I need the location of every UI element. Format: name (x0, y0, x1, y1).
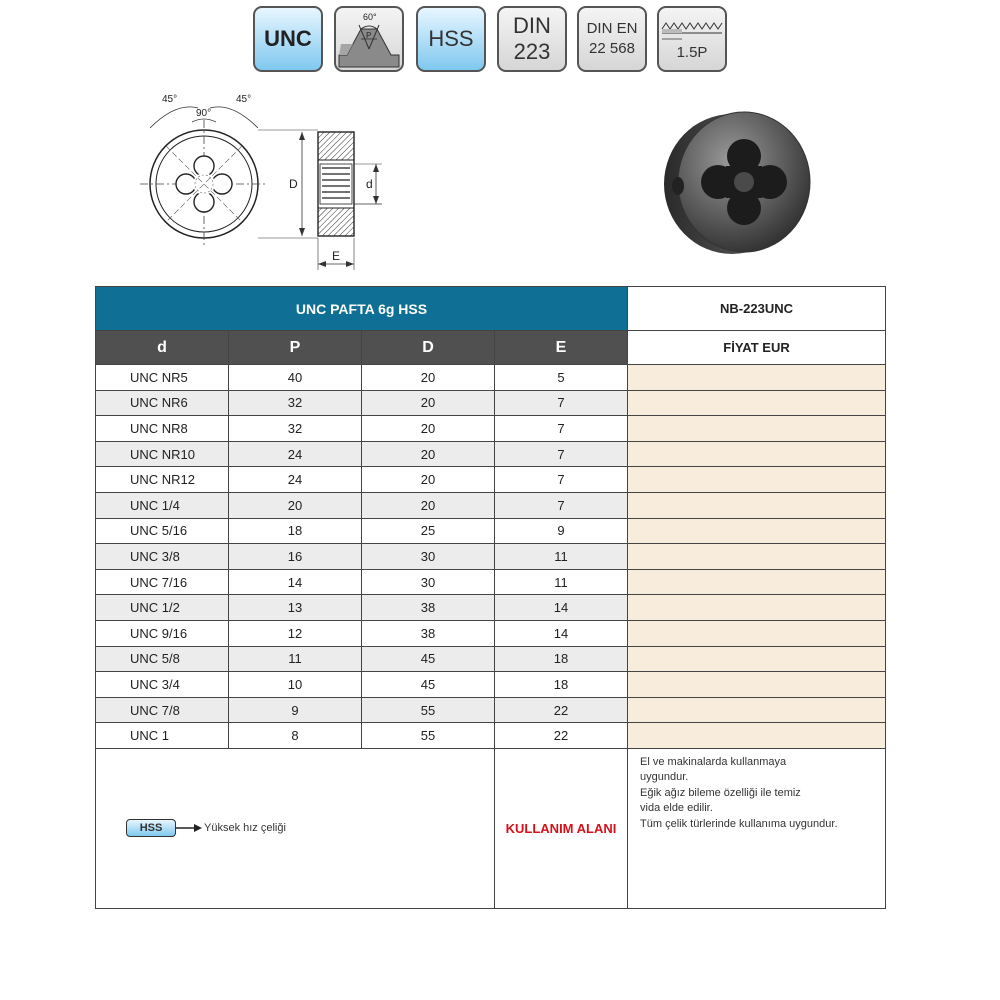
cell-D: 20 (362, 492, 495, 518)
cell-D: 45 (362, 646, 495, 672)
unc-badge (253, 6, 323, 72)
table-row (96, 441, 886, 467)
dim-E-label: E (332, 249, 341, 263)
cell-d: UNC 3/8 (96, 544, 229, 570)
table-row (96, 544, 886, 570)
thread-angle-label: 60° (363, 12, 377, 22)
chamfer-icon (660, 15, 724, 43)
cell-p: 8 (229, 723, 362, 749)
table-row (96, 646, 886, 672)
arrow-right-icon (176, 823, 202, 833)
cell-e: 14 (495, 595, 628, 621)
cell-d: UNC 1 (96, 723, 229, 749)
hss-badge-label: HSS (428, 26, 474, 51)
dinen-badge-line1: DIN EN (586, 20, 638, 37)
cell-e: 9 (495, 518, 628, 544)
cell-d: UNC NR12 (96, 467, 229, 493)
cell-e: 5 (495, 365, 628, 391)
cell-price (628, 492, 886, 518)
table-row (96, 467, 886, 493)
hss-badge (416, 6, 486, 72)
die-product-photo (660, 104, 820, 265)
cell-d: UNC 7/8 (96, 697, 229, 723)
cell-price (628, 467, 886, 493)
cell-D: 20 (362, 365, 495, 391)
cell-D: 20 (362, 416, 495, 442)
usage-area-label: KULLANIM ALANI (495, 748, 628, 908)
unc-badge-label: UNC (264, 26, 312, 51)
product-code: NB-223UNC (628, 287, 886, 331)
table-row (96, 518, 886, 544)
cell-e: 18 (495, 646, 628, 672)
cell-e: 18 (495, 672, 628, 698)
cell-price (628, 544, 886, 570)
cell-d: UNC NR5 (96, 365, 229, 391)
cell-d: UNC NR6 (96, 390, 229, 416)
table-row (96, 492, 886, 518)
cell-price (628, 518, 886, 544)
cell-D: 55 (362, 723, 495, 749)
cell-p: 14 (229, 569, 362, 595)
cell-d: UNC 7/16 (96, 569, 229, 595)
cell-p: 16 (229, 544, 362, 570)
din-badge-line2: 223 (513, 39, 551, 64)
cell-price (628, 697, 886, 723)
usage-notes (628, 748, 886, 908)
cell-d: UNC NR8 (96, 416, 229, 442)
cell-D: 25 (362, 518, 495, 544)
cell-price (628, 672, 886, 698)
cell-e: 11 (495, 569, 628, 595)
hss-legend-badge: HSS (126, 819, 176, 837)
cell-p: 32 (229, 416, 362, 442)
cell-e: 22 (495, 697, 628, 723)
thread-profile-icon (337, 9, 401, 69)
cell-p: 11 (229, 646, 362, 672)
cell-price (628, 569, 886, 595)
table-row (96, 672, 886, 698)
cell-p: 20 (229, 492, 362, 518)
thread-pitch-label: P (366, 31, 372, 40)
din-badge-line1: DIN (513, 13, 551, 38)
cell-D: 30 (362, 544, 495, 570)
cell-D: 45 (362, 672, 495, 698)
cell-e: 22 (495, 723, 628, 749)
cell-p: 12 (229, 620, 362, 646)
cell-p: 10 (229, 672, 362, 698)
cell-D: 20 (362, 390, 495, 416)
cell-p: 40 (229, 365, 362, 391)
dinen-badge-line2: 22 568 (589, 40, 635, 57)
table-row (96, 595, 886, 621)
cell-price (628, 390, 886, 416)
angle-right-label: 45° (236, 94, 252, 105)
cell-p: 24 (229, 441, 362, 467)
cell-d: UNC 1/4 (96, 492, 229, 518)
die-technical-drawing (136, 88, 396, 279)
cell-price (628, 365, 886, 391)
unc-die-table (95, 286, 886, 909)
cell-e: 7 (495, 441, 628, 467)
cell-e: 14 (495, 620, 628, 646)
dim-D-label: D (289, 177, 298, 191)
cell-price (628, 416, 886, 442)
cell-price (628, 646, 886, 672)
cell-p: 18 (229, 518, 362, 544)
usage-note: El ve makinalarda kullanmaya (640, 755, 787, 768)
cell-d: UNC 1/2 (96, 595, 229, 621)
cell-price (628, 723, 886, 749)
cell-D: 20 (362, 467, 495, 493)
cell-price (628, 620, 886, 646)
chamfer-label: 1.5P (676, 44, 708, 61)
angle-left-label: 45° (162, 94, 178, 105)
cell-D: 38 (362, 620, 495, 646)
cell-price (628, 441, 886, 467)
cell-e: 7 (495, 467, 628, 493)
cell-e: 7 (495, 416, 628, 442)
hss-legend-text: Yüksek hız çeliği (204, 822, 286, 835)
cell-price (628, 595, 886, 621)
cell-e: 7 (495, 492, 628, 518)
cell-d: UNC 9/16 (96, 620, 229, 646)
cell-d: UNC NR10 (96, 441, 229, 467)
usage-note: Eğik ağız bileme özelliği ile temiz (640, 786, 801, 799)
hss-legend (96, 819, 494, 837)
cell-p: 13 (229, 595, 362, 621)
table-title: UNC PAFTA 6g HSS (96, 287, 628, 331)
usage-note: uygundur. (640, 771, 689, 784)
table-row (96, 365, 886, 391)
din-223-badge (497, 6, 567, 72)
col-header-p: P (229, 331, 362, 365)
table-row (96, 569, 886, 595)
dim-d-label: d (366, 177, 373, 191)
thread-profile-badge (334, 6, 404, 72)
table-row (96, 723, 886, 749)
table-row (96, 416, 886, 442)
usage-note: vida elde edilir. (640, 802, 713, 815)
angle-center-label: 90° (196, 108, 212, 119)
col-header-e: E (495, 331, 628, 365)
table-row (96, 390, 886, 416)
legend-cell (96, 748, 495, 908)
table-row (96, 697, 886, 723)
table-row (96, 620, 886, 646)
din-en-badge (577, 6, 647, 72)
col-header-price: FİYAT EUR (628, 331, 886, 365)
chamfer-badge (657, 6, 727, 72)
cell-p: 32 (229, 390, 362, 416)
cell-e: 11 (495, 544, 628, 570)
cell-D: 30 (362, 569, 495, 595)
usage-note: Tüm çelik türlerinde kullanıma uygundur. (640, 817, 838, 830)
cell-p: 24 (229, 467, 362, 493)
cell-p: 9 (229, 697, 362, 723)
cell-d: UNC 5/8 (96, 646, 229, 672)
cell-D: 38 (362, 595, 495, 621)
col-header-D: D (362, 331, 495, 365)
col-header-d: d (96, 331, 229, 365)
cell-e: 7 (495, 390, 628, 416)
cell-d: UNC 3/4 (96, 672, 229, 698)
cell-D: 20 (362, 441, 495, 467)
cell-d: UNC 5/16 (96, 518, 229, 544)
cell-D: 55 (362, 697, 495, 723)
